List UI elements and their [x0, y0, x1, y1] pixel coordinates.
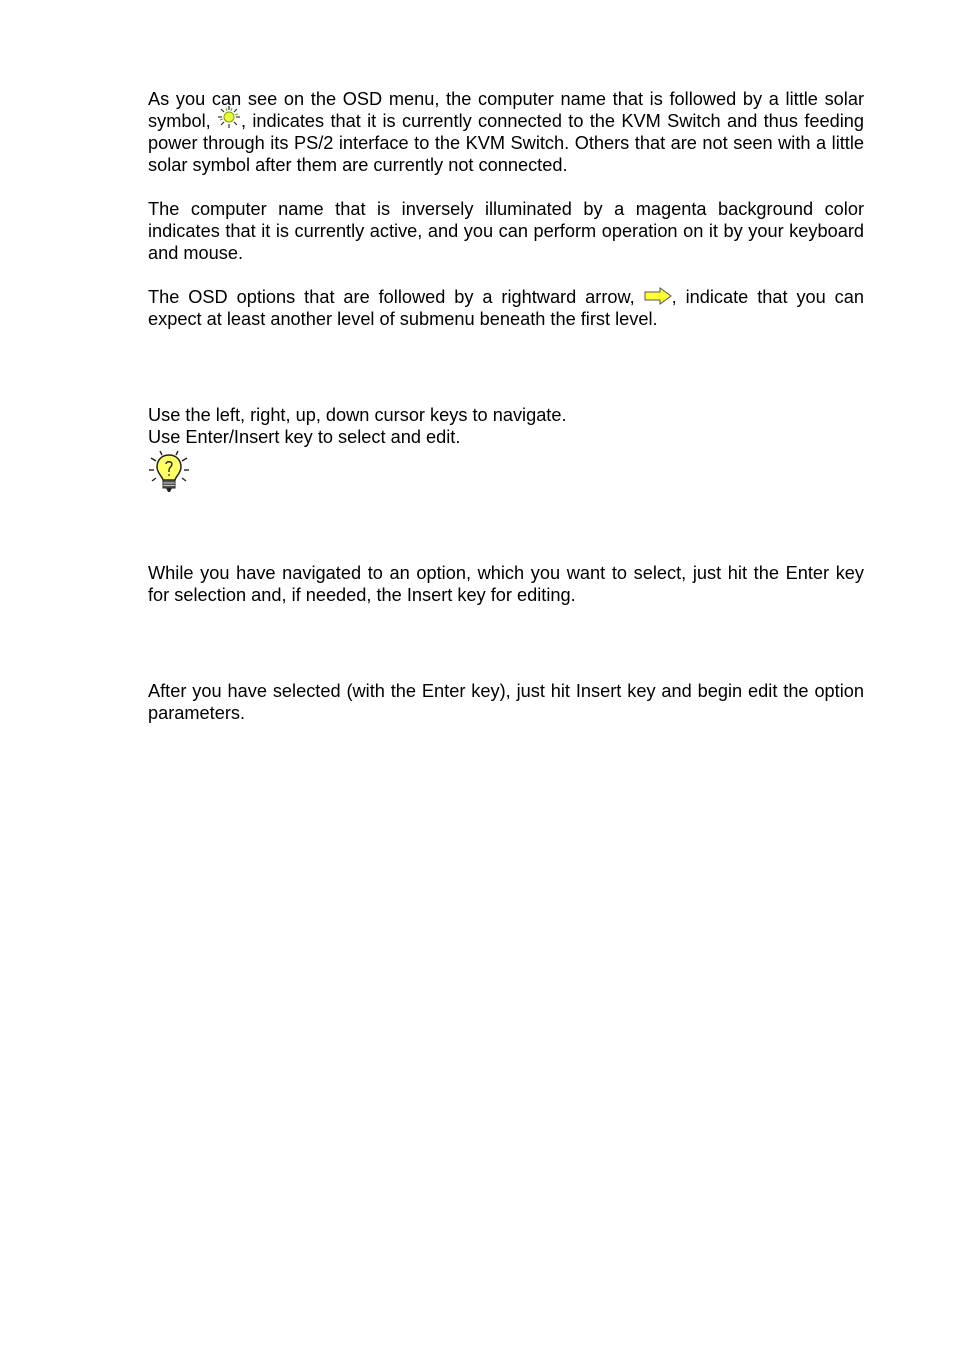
- sun-icon: [217, 105, 241, 129]
- nav-instruction-cursor: Use the left, right, up, down cursor keys to navigate.: [148, 405, 567, 425]
- paragraph-insert-key: After you have selected (with the Enter key), just hit Insert key and begin edit the option parameters.: [148, 681, 864, 723]
- right-arrow-icon: [644, 287, 672, 305]
- nav-instruction-enter: Use Enter/Insert key to select and edit.: [148, 427, 461, 447]
- lightbulb-icon: [148, 450, 190, 494]
- paragraph-text: As you can see on the OSD menu, the computer name that is followed by a little solar symbol,: [148, 89, 864, 131]
- paragraph-active-highlight: The computer name that is inversely illuminated by a magenta background color indicates that it is currently active, and you can perform operation on it by your keyboard and mouse.: [148, 199, 864, 263]
- paragraph-text: , indicate that you can expect at least another level of submenu beneath the first level.: [148, 287, 865, 329]
- paragraph-enter-key: While you have navigated to an option, which you want to select, just hit the Enter key for selection and, if needed, the Insert key for editing.: [148, 563, 864, 605]
- paragraph-text: The OSD options that are followed by a rightward arrow,: [148, 287, 644, 307]
- document-page: [148, 88, 864, 724]
- paragraph-submenu-arrow: [148, 286, 864, 330]
- navigation-instructions: [148, 404, 864, 494]
- paragraph-solar-symbol: [148, 88, 864, 176]
- paragraph-text: , indicates that it is currently connected to the KVM Switch and thus feeding power through its PS/2 interface to the KVM Switch. Others that are not seen with a little solar symbol after them are currently not connected.: [148, 111, 864, 175]
